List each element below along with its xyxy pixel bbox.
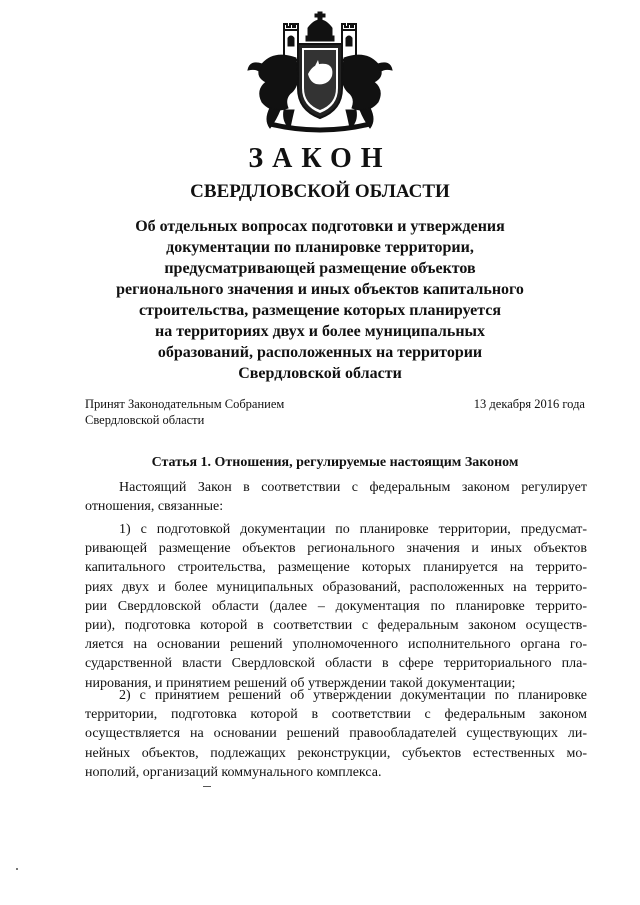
heading-line: строительства, размещение которых планируется xyxy=(138,302,502,319)
heading-line: Свердловской области xyxy=(238,365,402,382)
heading-line: Об отдельных вопросах подготовки и утверждения xyxy=(135,218,505,235)
paragraph-line: Настоящий Закон в соответствии с федеральным законом регулирует xyxy=(119,480,587,495)
law-region: СВЕРДЛОВСКОЙ ОБЛАСТИ xyxy=(190,181,450,202)
paragraph-line: нирования, и принятием решений об утверждении такой документации; xyxy=(85,675,516,691)
article-1-intro xyxy=(85,478,587,516)
paragraph-line: рии), подготовка которой в соответствии с федеральным законом осуществ- xyxy=(85,618,587,634)
article-1-item-1 xyxy=(85,520,587,693)
paragraph-line: нейных объектов, подлежащих реконструкции, субъектов естественных мо- xyxy=(85,745,587,761)
article-1-item-2 xyxy=(85,686,587,782)
law-title: ЗАКОН xyxy=(248,143,392,174)
paragraph-line: ривающей размещение объектов регионального значения и иных объектов xyxy=(85,541,587,557)
paragraph-line: отношения, связанные: xyxy=(85,499,224,515)
adopted-by-line: Свердловской области xyxy=(85,413,205,427)
adoption-date: 13 декабря 2016 года xyxy=(473,397,585,411)
paragraph-line: 2) с принятием решений об утверждении документации по планировке xyxy=(119,688,587,703)
scan-dot xyxy=(16,868,18,870)
paragraph-line: рии Свердловской области (далее – документация по планировке террито- xyxy=(85,598,587,614)
paragraph-line: капитального строительства, размещение которых планируется на террито- xyxy=(85,560,587,576)
heading-line: образований, расположенных на территории xyxy=(157,344,483,361)
heading-line: предусматривающей размещение объектов xyxy=(164,260,476,277)
paragraph-line: осуществляется на основании решений правообладателей существующих ли- xyxy=(85,726,587,742)
heading-line: регионального значения и иных объектов капитального xyxy=(116,281,524,298)
scan-mark xyxy=(203,786,211,787)
sverdlovsk-coat-of-arms-icon xyxy=(240,10,400,135)
heading-line: документации по планировке территории, xyxy=(166,239,474,256)
paragraph-line: 1) с подготовкой документации по планировке территории, предусмат- xyxy=(119,522,587,537)
article-1-title: Статья 1. Отношения, регулируемые настоящим Законом xyxy=(151,455,519,470)
paragraph-line: риях двух и более муниципальных образований, расположенных на террито- xyxy=(85,579,587,595)
document-heading xyxy=(100,216,540,384)
paragraph-line: ляется на основании решений уполномоченного исполнительного органа го- xyxy=(85,637,587,653)
paragraph-line: нополий, организаций коммунального комплекса. xyxy=(85,764,382,780)
adopted-by-line: Принят Законодательным Собранием xyxy=(85,397,285,411)
paragraph-line: территории, подготовка которой в соответствии с федеральным законом xyxy=(85,707,587,723)
adopted-by xyxy=(85,396,284,428)
heading-line: на территориях двух и более муниципальных xyxy=(154,323,486,340)
paragraph-line: сударственной власти Свердловской области в сфере территориального пла- xyxy=(85,656,587,672)
